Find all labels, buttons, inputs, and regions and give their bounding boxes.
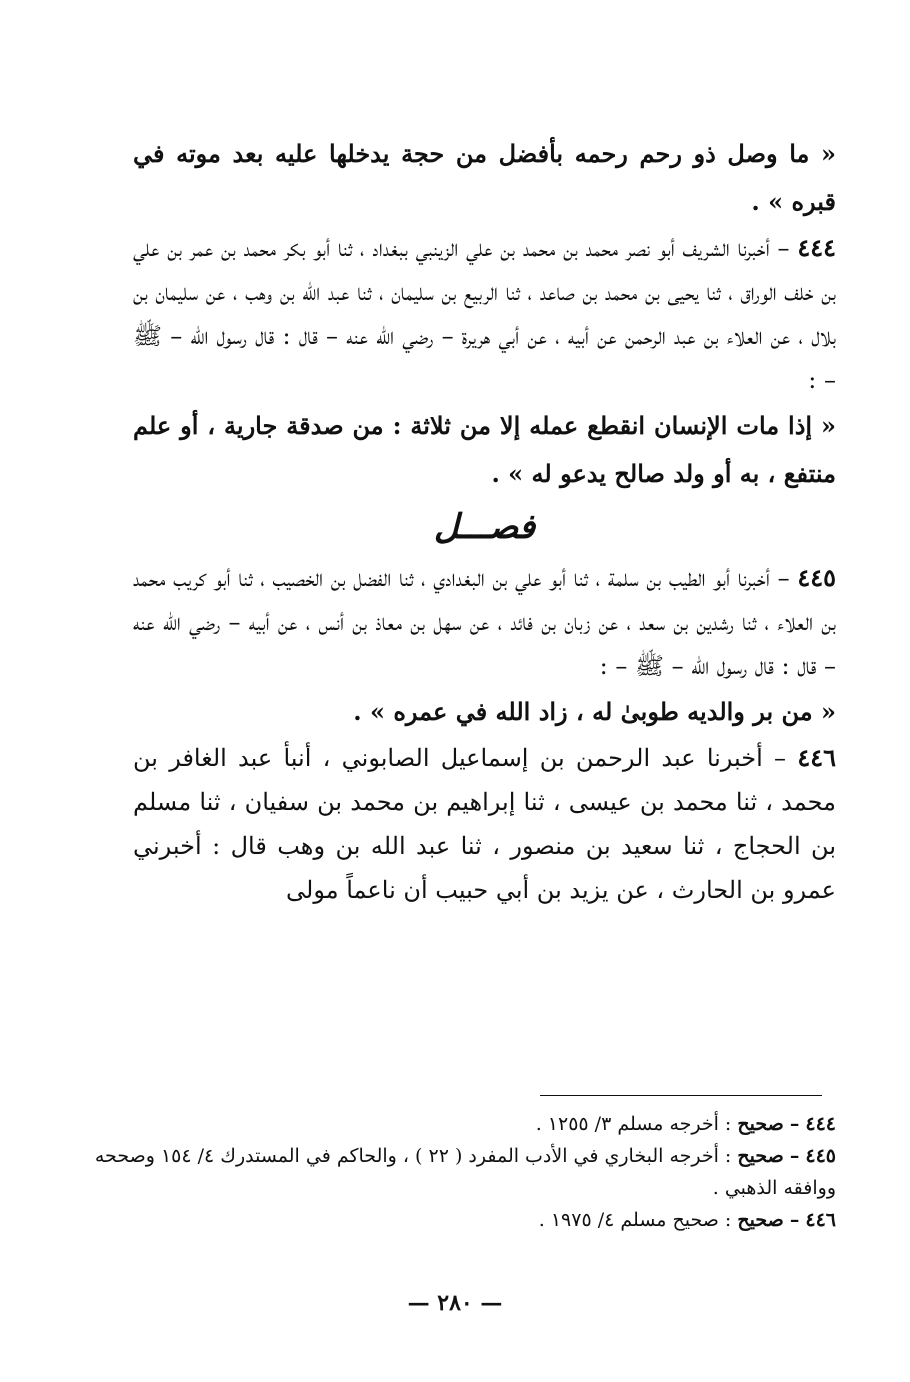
hadith-446-isnad (133, 736, 836, 912)
hadith-446-isnad-text: – أخبرنا عبد الرحمن بن إسماعيل الصابوني ، أنبأ عبد الغافر بن محمد ، ثنا محمد بن عيسى ، ثنا إبراهيم بن محمد بن سفيان ، ثنا مسلم بن الحجاج ، ثنا سعيد بن منصور ، ثنا عبد الله بن وهب قال : أخبرني عمرو بن الحارث ، عن يزيد بن أبي حبيب أن ناعماً مولى (133, 744, 836, 904)
footnote-445-number: ٤٤٥ (805, 1145, 836, 1167)
hadith-445-isnad-text: – أخبرنا أبو الطيب بن سلمة ، ثنا أبو علي بن البغدادي ، ثنا الفضل بن الخصيب ، ثنا أبو كريب محمد بن العلاء ، ثنا رشدين بن سعد ، عن زبان بن فائد ، عن سهل بن معاذ بن أنس ، عن أبيه – رضي الله عنه – قال : قال رسول الله – ﷺ – : (133, 564, 836, 680)
footnote-444-number: ٤٤٤ (805, 1113, 836, 1135)
footnote-446: ٤٤٦ – صحيح : صحيح مسلم ٤/ ١٩٧٥ . (538, 1209, 836, 1231)
hadith-445-number: ٤٤٥ (797, 563, 836, 592)
hadith-445-isnad (133, 556, 836, 688)
footnote-divider (540, 1095, 822, 1096)
footnote-446-text: : صحيح مسلم ٤/ ١٩٧٥ . (538, 1209, 732, 1231)
main-text (133, 130, 836, 912)
footnote-446-grade: صحيح (737, 1209, 784, 1231)
footnotes (60, 1108, 836, 1236)
hadith-444-number: ٤٤٤ (797, 233, 836, 262)
hadith-445-matn: « من بر والديه طوبىٰ له ، زاد الله في عمره » . (353, 697, 836, 726)
hadith-444-isnad-text: – أخبرنا الشريف أبو نصر محمد بن محمد بن علي الزينبي ببغداد ، ثنا أبو بكر محمد بن عمر بن علي بن خلف الوراق ، ثنا يحيى بن محمد بن صاعد ، ثنا الربيع بن سليمان ، ثنا عبد الله بن وهب ، عن سليمان بن بلال ، عن العلاء بن عبد الرحمن عن أبيه ، عن أبي هريرة – رضي الله عنه – قال : قال رسول الله – ﷺ – : (133, 234, 836, 394)
footnote-445: ٤٤٥ – صحيح : أخرجه البخاري في الأدب المفرد ( ٢٢ ) ، والحاكم في المستدرك ٤/ ١٥٤ وصححه ووافقه الذهبي . (94, 1145, 836, 1199)
hadith-443-ending: « ما وصل ذو رحم رحمه بأفضل من حجة يدخلها عليه بعد موته في قبره » . (133, 139, 836, 216)
hadith-444-matn: « إذا مات الإنسان انقطع عمله إلا من ثلاثة : من صدقة جارية ، أو علم منتفع ، به أو ولد صالح يدعو له » . (133, 411, 836, 488)
footnote-445-grade: صحيح (737, 1145, 784, 1167)
hadith-444-isnad (133, 226, 836, 402)
footnote-445-text: : أخرجه البخاري في الأدب المفرد ( ٢٢ ) ، والحاكم في المستدرك ٤/ ١٥٤ وصححه ووافقه الذهبي . (94, 1145, 836, 1199)
footnote-444-grade: صحيح (737, 1113, 784, 1135)
page-number: — ٢٨٠ — (407, 1290, 503, 1316)
footnote-446-number: ٤٤٦ (805, 1209, 836, 1231)
footnote-444-text: : أخرجه مسلم ٣/ ١٢٥٥ . (535, 1113, 732, 1135)
hadith-446-number: ٤٤٦ (797, 743, 836, 772)
footnote-444: ٤٤٤ – صحيح : أخرجه مسلم ٣/ ١٢٥٥ . (535, 1113, 836, 1135)
section-heading: فصـــل (433, 507, 536, 547)
